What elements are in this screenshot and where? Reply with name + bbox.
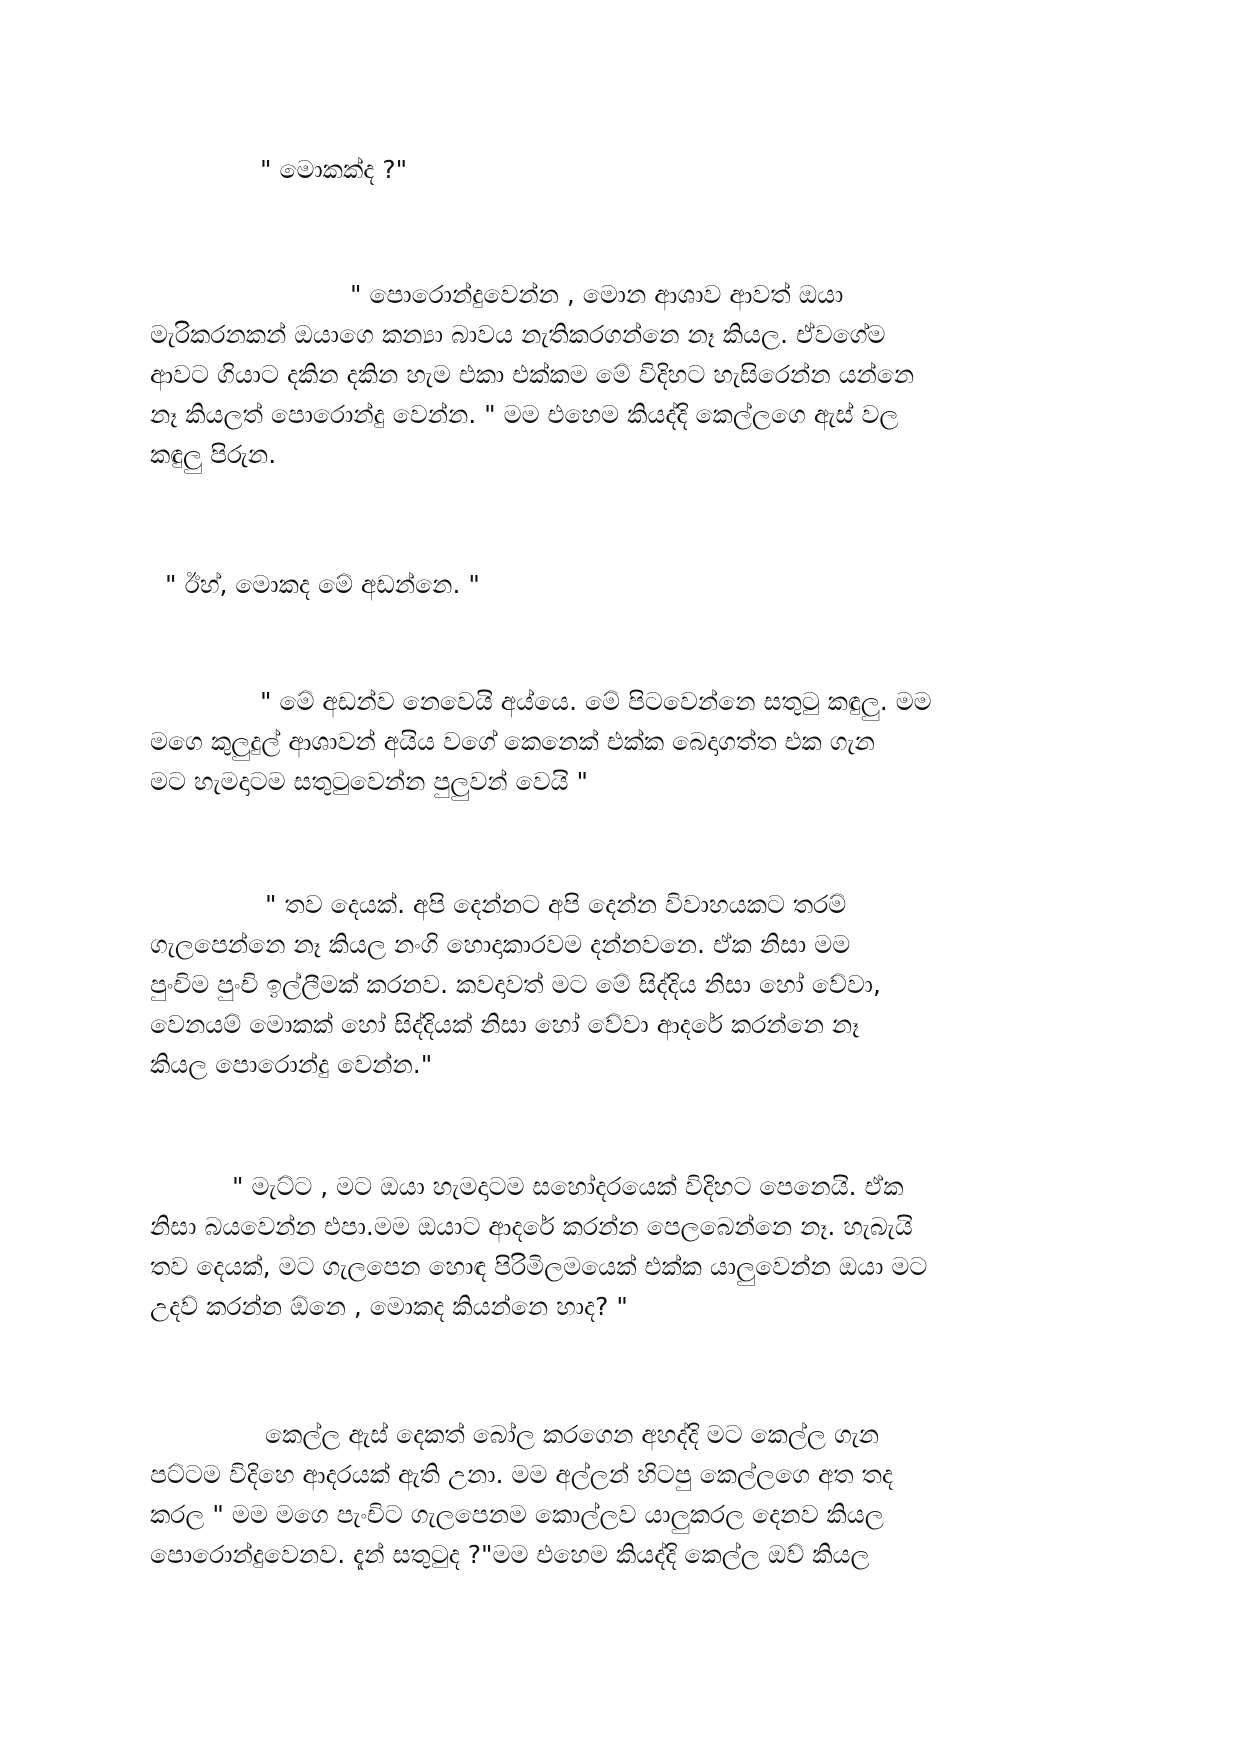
- text-line: නිසා බයවෙන්න එපා.මම ඔයාට ආදරේ කරන්න පෙලබෙන්නෙ නෑ. හැබැයි: [150, 1212, 913, 1241]
- text-line: " මේ අඩන්ව නෙවෙයි අය්යෙ. මේ පිටවෙන්නෙ සතුටු කඳුලු. මම: [260, 687, 932, 716]
- text-line: නෑ කියලත් පොරොන්දු වෙන්න. " මම එහෙම කියද්දි කෙල්ලගෙ ඇස් වල: [150, 400, 899, 429]
- text-line: ආවට ගියාට දකින දකින හැම එකා එක්කම මේ විදිහට හැසිරෙන්න යන්නෙ: [150, 360, 915, 389]
- text-line: කෙල්ල ඇස් දෙකත් බෝල කරගෙන අහද්දි මට කෙල්ල ගැන: [265, 1420, 880, 1449]
- text-line: තව දෙයක්, මට ගැලපෙන හොඳ පිරිමිලමයෙක් එක්ක යාලුවෙන්න ඔයා මට: [150, 1252, 928, 1281]
- text-line: උදව් කරන්න ඕනෙ , මොකද කියන්නෙ හාද? ": [150, 1292, 628, 1321]
- paragraph-3: [150, 565, 1085, 605]
- text-line: කඳුලු පිරුන.: [150, 440, 277, 469]
- paragraph-6: [150, 1167, 1085, 1327]
- text-line: " පොරොන්දුවෙන්න , මොන ආශාව ආවත් ඔයා: [350, 280, 844, 309]
- paragraph-1: [150, 150, 1085, 190]
- text-line: පොරොන්දුවෙනව. දැන් සතුටුද ?"මම එහෙම කියද්දි කෙල්ල ඔව් කියල: [150, 1540, 870, 1569]
- text-line: කියල පොරොන්දු වෙන්න.": [150, 1050, 433, 1079]
- text-line: " ඊහ්, මොකද මේ අඩන්නෙ. ": [165, 570, 480, 599]
- text-line: කරල " මම මගෙ පැංචිට ගැලපෙනම කොල්ලව යාලුකරල දෙනව කියල: [150, 1500, 884, 1529]
- text-line: වෙනයම් මොකක් හෝ සිද්දියක් නිසා හෝ වේවා ආදරේ කරන්නෙ නෑ: [150, 1010, 860, 1039]
- paragraph-4: [150, 682, 1085, 802]
- text-line: " තව දෙයක්. අපි දෙන්නට අපි දෙන්න විවාහයකට තරම්: [265, 890, 847, 919]
- text-line: පුංචිම පුංචි ඉල්ලීමක් කරනව. කවදාවත් මට මේ සිද්දිය නිසා හෝ වේවා,: [150, 970, 881, 999]
- paragraph-2: [150, 275, 1085, 475]
- paragraph-5: [150, 885, 1085, 1085]
- text-line: පට්ටම විදිහෙ ආදරයක් ඇති උනා. මම අල්ලන් හිටපු කෙල්ලගෙ අත තද: [150, 1460, 894, 1489]
- text-line: ගැලපෙන්නෙ නෑ කියල නංගි හොදාකාරවම දන්නවනෙ. ඒක නිසා මම: [150, 930, 851, 959]
- text-line: මට හැමදාටම සතුටුවෙන්න පුලුවන් වෙයි ": [150, 767, 588, 796]
- text-line: " මොකක්ද ?": [260, 155, 408, 184]
- text-line: මගෙ කුලුදුල් ආශාවන් අයිය වගේ කෙනෙක් එක්ක බෙදාගත්ත එක ගැන: [150, 727, 875, 756]
- text-line: මැරිකරනකන් ඔයාගෙ කන්‍යා බාවය නැතිකරගන්නෙ නෑ කියල. ඒවගේම: [150, 320, 886, 349]
- paragraph-7: [150, 1415, 1085, 1575]
- text-line: " මැට්ට , මට ඔයා හැමදාටම සහෝදරයෙක් විදිහට පෙනෙයි. ඒක: [232, 1172, 904, 1201]
